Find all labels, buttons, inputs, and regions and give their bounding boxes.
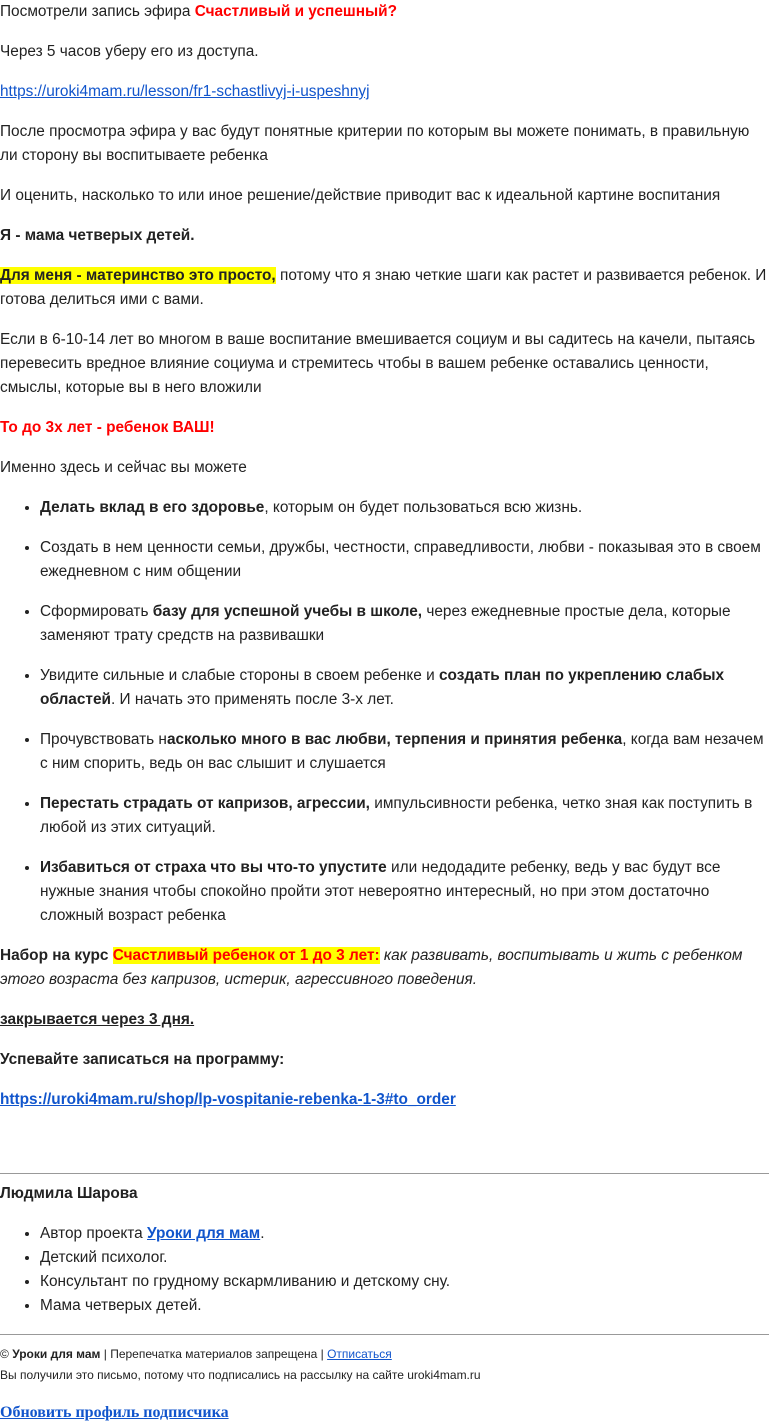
criteria-paragraph: После просмотра эфира у вас будут понятные критерии по которым вы можете понимать, в правильную ли сторону вы воспитываете ребенка: [0, 123, 750, 164]
motherhood-paragraph: [0, 264, 769, 312]
list-item-text: через ежедневные простые дела, которые заменяют трату средств на развивашки: [40, 603, 731, 644]
list-item-bold: Перестать страдать от капризов, агрессии,: [40, 795, 370, 812]
yours-statement-text: То до 3х лет - ребенок ВАШ!: [0, 419, 215, 436]
list-item: [40, 856, 769, 928]
reprint-notice: | Перепечатка материалов запрещена |: [100, 1347, 328, 1361]
update-profile-row: [0, 1401, 769, 1425]
list-item: [40, 1222, 769, 1246]
course-description: как развивать, воспитывать и жить с ребенком этого возраста без капризов, истерик, агрессивного поведения.: [0, 947, 743, 988]
list-item: [40, 728, 769, 776]
list-item: [40, 496, 769, 520]
list-item-text: импульсивности ребенка, четко зная как поступить в любой из этих ситуаций.: [40, 795, 753, 836]
list-item-bold: создать план по укреплению слабых областей: [40, 667, 725, 708]
project-link[interactable]: Уроки для мам: [147, 1225, 261, 1242]
intro-line-2: Через 5 часов уберу его из доступа.: [0, 43, 259, 60]
list-item-text: Увидите сильные и слабые стороны в своем ребенке и: [40, 667, 439, 684]
list-item-text: Сформировать: [40, 603, 153, 620]
copyright-symbol: ©: [0, 1347, 13, 1361]
spacer: [0, 1128, 769, 1173]
list-item: • Мама четверых детей.: [40, 1294, 769, 1318]
footer-notice: Вы получили это письмо, потому что подписались на рассылку на сайте uroki4mam.ru: [0, 1368, 481, 1382]
course-name: Счастливый ребенок от 1 до 3 лет:: [112, 947, 380, 964]
intro-line-1-text: Посмотрели запись эфира: [0, 3, 195, 20]
list-item: [40, 792, 769, 840]
list-item-bold: Избавиться от страха что вы что-то упустите: [40, 859, 387, 876]
motherhood-highlight: Для меня - материнство это просто,: [0, 267, 276, 284]
list-item: [40, 600, 769, 648]
list-item-text: или недодадите ребенку, ведь у вас будут все нужные знания чтобы спокойно пройти этот невероятно интересный, но при этом достаточно сложный возраст ребенка: [40, 859, 721, 924]
webinar-link-paragraph: [0, 80, 769, 104]
motherhood-rest: потому что я знаю четкие шаги как растет и развивается ребенок. И готова делиться ими с вами.: [0, 267, 767, 308]
mom-statement: [0, 224, 769, 248]
society-paragraph: Если в 6-10-14 лет во многом в ваше воспитание вмешивается социум и вы садитесь на качели, пытаясь перевесить вредное влияние социума и стремитесь чтобы в вашем ребенке оставались ценности, смыслы, которые вы в него вложили: [0, 331, 756, 396]
list-item-text: . И начать это применять после 3-х лет.: [110, 691, 394, 708]
list-item: • Консультант по грудному вскармливанию и детскому сну.: [40, 1270, 769, 1294]
list-item-bold: асколько много в вас любви, терпения и принятия ребенка: [166, 731, 623, 748]
list-item-text: , когда вам незачем с ним спорить, ведь он вас слышит и слушается: [40, 731, 764, 772]
evaluate-paragraph: И оценить, насколько то или иное решение/действие приводит вас к идеальной картине воспитания: [0, 187, 721, 204]
mom-statement-text: Я - мама четверых детей.: [0, 227, 195, 244]
course-prefix: Набор на курс: [0, 947, 113, 964]
list-item-text: .: [260, 1225, 265, 1242]
course-paragraph: [0, 944, 769, 992]
list-item-text: Прочувствовать н: [40, 731, 167, 748]
closes-paragraph: [0, 1008, 769, 1032]
list-item: • Детский психолог.: [40, 1246, 769, 1270]
hurry-text: Успевайте записаться на программу:: [0, 1051, 285, 1068]
unsubscribe-link[interactable]: Отписаться: [327, 1347, 392, 1361]
list-item-bold: базу для успешной учебы в школе,: [152, 603, 423, 620]
update-profile-link[interactable]: Обновить профиль подписчика: [0, 1404, 229, 1421]
webinar-link[interactable]: https://uroki4mam.ru/lesson/fr1-schastlivyj-i-uspeshnyj: [0, 83, 370, 100]
author-name: [0, 1182, 769, 1206]
list-item: [40, 664, 769, 712]
benefits-list: [0, 496, 769, 928]
list-item-bold: Делать вклад в его здоровье: [40, 499, 265, 516]
here-now-paragraph: Именно здесь и сейчас вы можете: [0, 459, 247, 476]
list-item: [40, 536, 769, 584]
hurry-paragraph: [0, 1048, 769, 1072]
closes-text: закрывается через 3 дня.: [0, 1011, 195, 1028]
footer-brand: Уроки для мам: [12, 1347, 101, 1361]
yours-statement: [0, 416, 769, 440]
webinar-title: Счастливый и успешный?: [194, 3, 398, 20]
author-bio-list: [0, 1222, 769, 1318]
intro-line-1: [0, 0, 769, 24]
divider: [0, 1173, 769, 1174]
divider: [0, 1334, 769, 1335]
list-item-text: Создать в нем ценности семьи, дружбы, честности, справедливости, любви - показывая это в своем ежедневном с ним общении: [40, 539, 761, 580]
course-link[interactable]: https://uroki4mam.ru/shop/lp-vospitanie-rebenka-1-3#to_order: [0, 1091, 456, 1108]
author-name-text: Людмила Шарова: [0, 1185, 138, 1202]
list-item-text: Автор проекта: [40, 1225, 148, 1242]
course-link-paragraph: [0, 1088, 769, 1112]
list-item-text: , которым он будет пользоваться всю жизнь.: [264, 499, 583, 516]
footer-copyright: [0, 1344, 769, 1365]
